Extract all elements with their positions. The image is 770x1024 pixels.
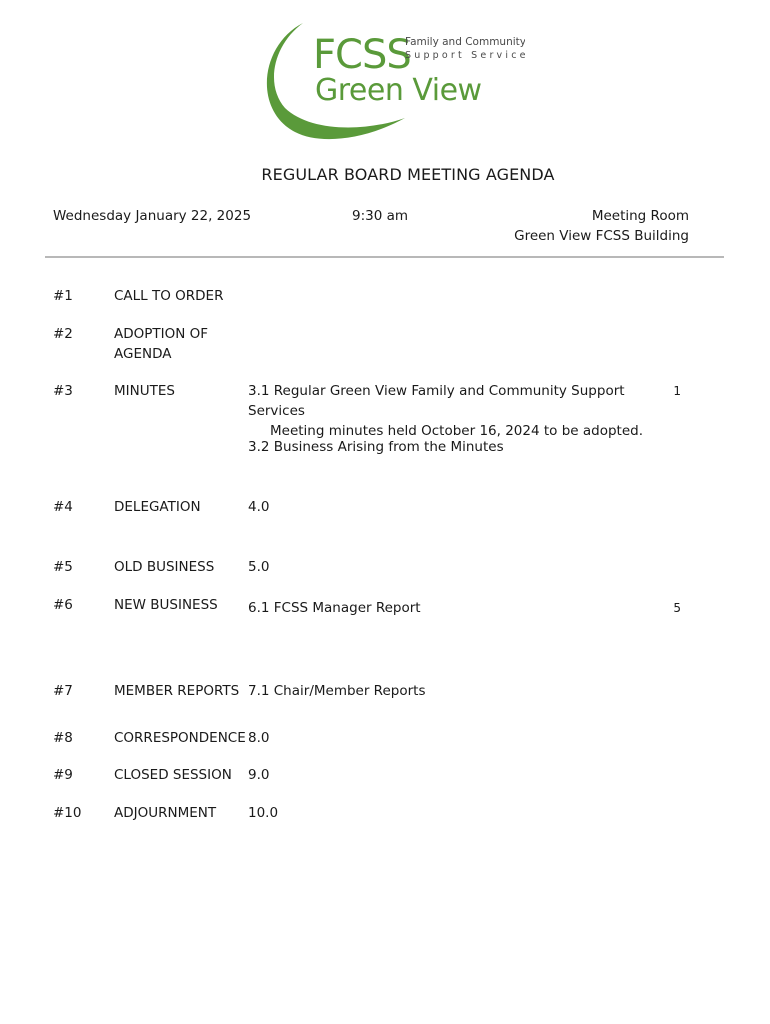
agenda-detail: 6.1 FCSS Manager Report xyxy=(248,600,421,616)
agenda-detail: 4.0 xyxy=(248,499,270,515)
agenda-number: #6 xyxy=(53,597,73,613)
minutes-item-3-2: 3.2 Business Arising from the Minutes xyxy=(248,439,504,455)
agenda-number: #9 xyxy=(53,767,73,783)
meeting-location-line2: Green View FCSS Building xyxy=(514,228,689,244)
page-title: REGULAR BOARD MEETING AGENDA xyxy=(261,165,555,184)
agenda-number: #10 xyxy=(53,805,82,821)
minutes-item-3-1-line1: 3.1 Regular Green View Family and Community Support Services xyxy=(248,383,625,419)
agenda-label: ADJOURNMENT xyxy=(114,805,217,821)
agenda-detail: 9.0 xyxy=(248,767,270,783)
meeting-location-line1: Meeting Room xyxy=(591,208,689,224)
agenda-number: #1 xyxy=(53,288,73,304)
agenda-detail: 10.0 xyxy=(248,805,279,821)
agenda-label: NEW BUSINESS xyxy=(114,597,218,613)
agenda-detail: 7.1 Chair/Member Reports xyxy=(248,683,426,699)
agenda-label: DELEGATION xyxy=(114,499,201,515)
meeting-date: Wednesday January 22, 2025 xyxy=(53,208,252,224)
agenda-number: #8 xyxy=(53,730,73,746)
page-reference: 5 xyxy=(673,601,681,615)
header-divider xyxy=(45,256,724,258)
agenda-number: #3 xyxy=(53,383,73,399)
agenda-number: #2 xyxy=(53,326,73,342)
agenda-label: CLOSED SESSION xyxy=(114,767,232,783)
agenda-label: CALL TO ORDER xyxy=(114,288,224,304)
agenda-detail xyxy=(248,381,668,441)
agenda-detail: 8.0 xyxy=(248,730,270,746)
agenda-number: #4 xyxy=(53,499,73,515)
page-reference: 1 xyxy=(673,384,681,398)
agenda-detail: 5.0 xyxy=(248,559,270,575)
agenda-number: #5 xyxy=(53,559,73,575)
minutes-item-3-1-line2: Meeting minutes held October 16, 2024 to be adopted. xyxy=(270,423,643,439)
agenda-label: MINUTES xyxy=(114,383,175,399)
agenda-label: ADOPTION OF AGENDA xyxy=(114,326,209,362)
agenda-label: CORRESPONDENCE xyxy=(114,730,246,746)
meeting-location xyxy=(514,206,689,246)
agenda-label: MEMBER REPORTS xyxy=(114,683,240,699)
logo-tagline-line2: Support Services xyxy=(405,50,525,61)
agenda-label: OLD BUSINESS xyxy=(114,559,215,575)
logo-wordmark-fcss: FCSS xyxy=(313,32,411,78)
agenda-number: #7 xyxy=(53,683,73,699)
logo-tagline-line1: Family and Community xyxy=(405,36,525,48)
meeting-time: 9:30 am xyxy=(352,208,409,224)
fcss-green-view-logo xyxy=(255,20,525,148)
logo-name-green-view: Green View xyxy=(315,73,482,108)
